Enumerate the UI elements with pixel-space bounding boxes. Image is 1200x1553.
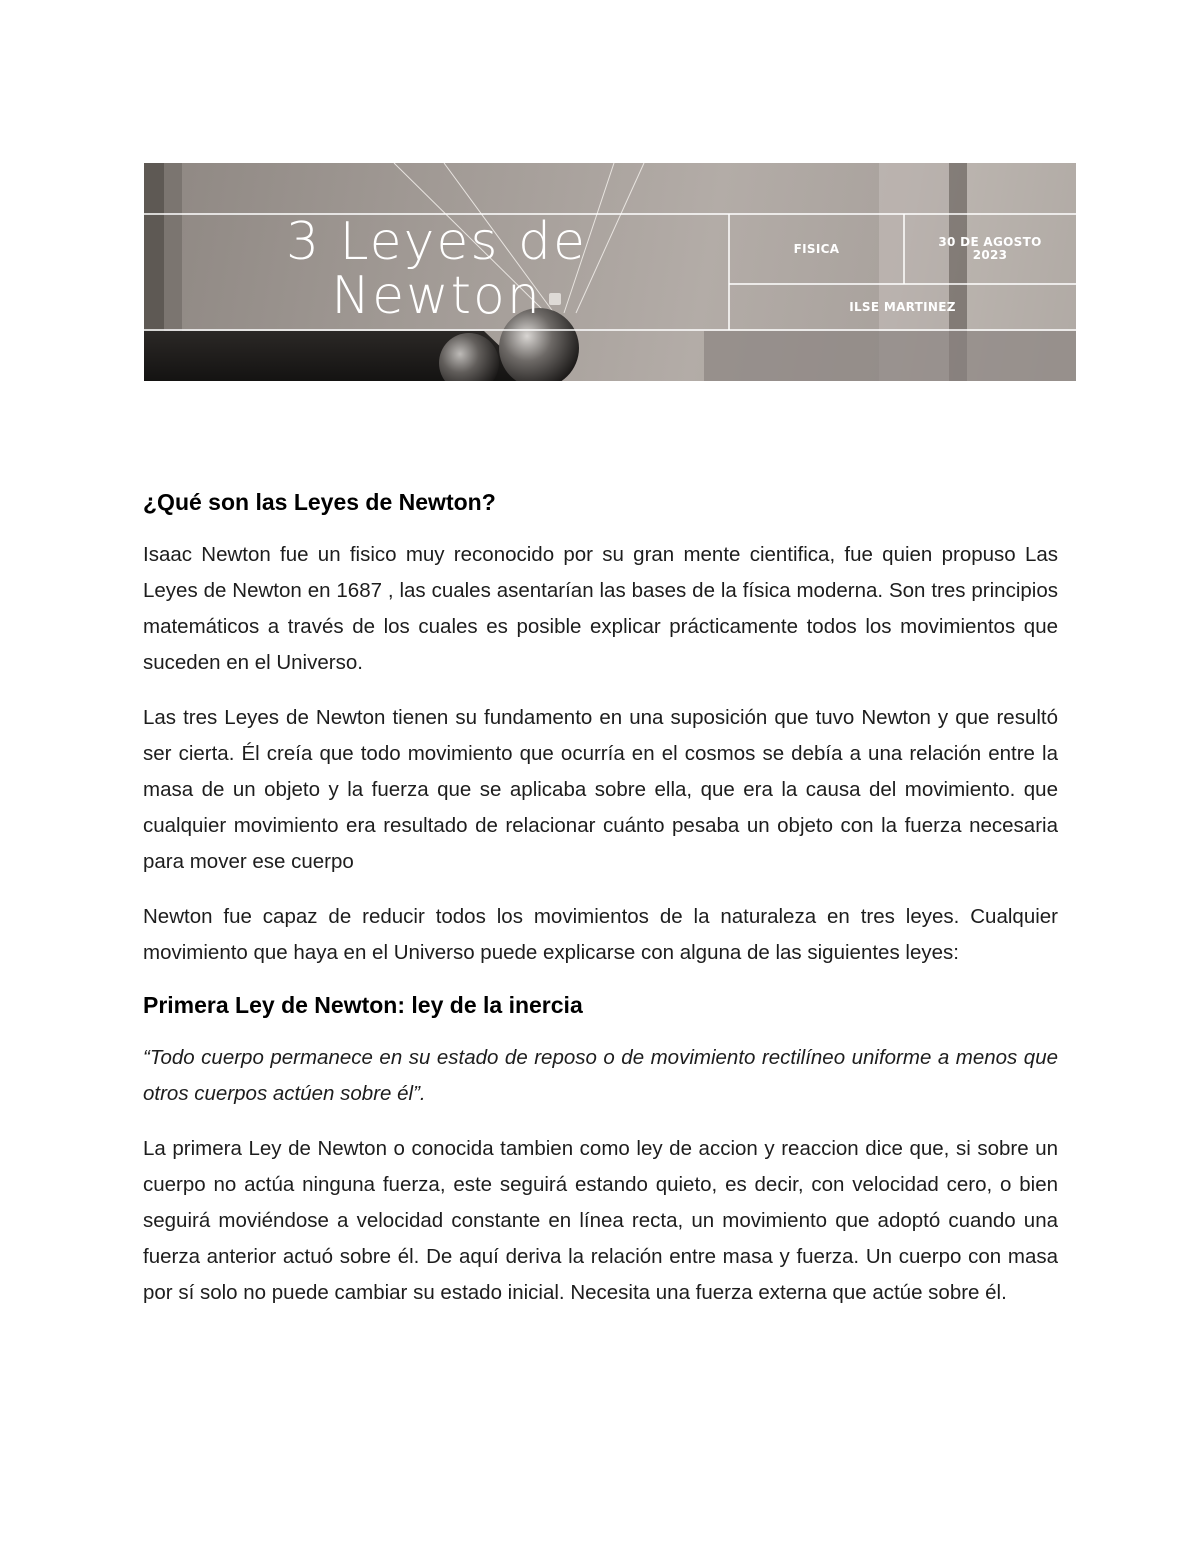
banner-title-line2: Newton xyxy=(331,266,542,326)
banner-date xyxy=(904,214,1076,284)
first-law-paragraph: La primera Ley de Newton o conocida tambien como ley de accion y reaccion dice que, si sobre un cuerpo no actúa ninguna fuerza, este seguirá estando quieto, es decir, con velocidad cero, o bien seguirá moviéndose a velocidad constante en línea recta, un movimiento que adoptó cuando una fuerza anterior actuó sobre él. De aquí deriva la relación entre masa y fuerza. Un cuerpo con masa por sí solo no puede cambiar su estado inicial. Necesita una fuerza externa que actúe sobre él. xyxy=(143,1137,1058,1304)
intro-heading: ¿Qué son las Leyes de Newton? xyxy=(143,489,496,515)
banner-subject xyxy=(729,214,904,284)
intro-paragraph-1: Isaac Newton fue un fisico muy reconocido por su gran mente cientifica, fue quien propuso Las Leyes de Newton en 1687 , las cuales asentarían las bases de la física moderna. Son tres principios matemáticos a través de los cuales es posible explicar prácticamente todos los movimientos que suceden en el Universo. xyxy=(143,543,1058,674)
banner-title-line1: 3 Leyes de xyxy=(285,212,588,272)
first-law-heading: Primera Ley de Newton: ley de la inercia xyxy=(143,992,583,1018)
author-name: ILSE MARTINEZ xyxy=(849,299,956,314)
banner-title xyxy=(144,212,729,326)
document-body xyxy=(143,475,1058,1330)
date-line2: 2023 xyxy=(972,248,1008,262)
banner-author xyxy=(729,284,1076,330)
subject-label: FISICA xyxy=(793,241,840,256)
date-line1: 30 DE AGOSTO xyxy=(938,235,1042,249)
intro-paragraph-3: Newton fue capaz de reducir todos los movimientos de la naturaleza en tres leyes. Cualquier movimiento que haya en el Universo puede explicarse con alguna de las siguientes leyes: xyxy=(143,905,1058,964)
first-law-quote: “Todo cuerpo permanece en su estado de reposo o de movimiento rectilíneo uniforme a menos que otros cuerpos actúen sobre él”. xyxy=(143,1046,1058,1105)
intro-paragraph-2: Las tres Leyes de Newton tienen su fundamento en una suposición que tuvo Newton y que resultó ser cierta. Él creía que todo movimiento que ocurría en el cosmos se debía a una relación entre la masa de un objeto y la fuerza que se aplicaba sobre ella, que era la causa del movimiento. que cualquier movimiento era resultado de relacionar cuánto pesaba un objeto con la fuerza necesaria para mover ese cuerpo xyxy=(143,706,1058,873)
header-banner xyxy=(144,163,1076,381)
